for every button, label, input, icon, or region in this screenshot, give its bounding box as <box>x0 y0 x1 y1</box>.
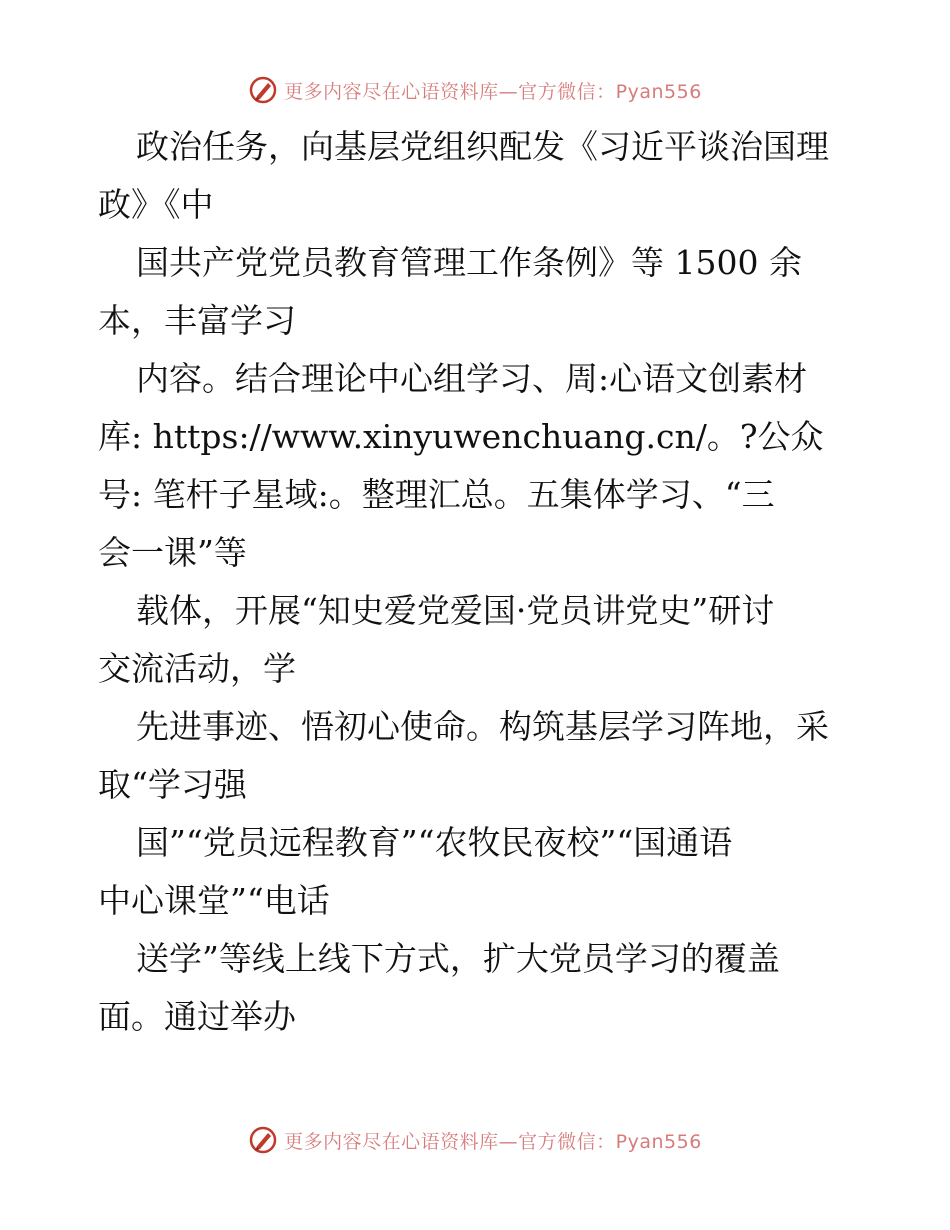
text-line: 国”“党员远程教育”“农牧民夜校”“国通语 <box>136 823 733 862</box>
pen-logo-icon <box>248 1125 278 1155</box>
header-banner-text: 更多内容尽在心语资料库—官方微信：Pyan556 <box>284 80 702 103</box>
text-line: 内容。结合理论中心组学习、周:心语文创素材 <box>136 359 808 398</box>
text-line: 政》《中 <box>98 185 214 224</box>
footer-banner <box>0 1120 950 1160</box>
text-line: 号: 笔杆子星域:。整理汇总。五集体学习、“三 <box>98 475 775 514</box>
text-line: 库: https://www.xinyuwenchuang.cn/。?公众 <box>98 417 824 456</box>
text-line: 先进事迹、悟初心使命。构筑基层学习阵地，采 <box>136 707 829 746</box>
pen-logo-icon <box>248 75 278 105</box>
document-body <box>98 118 888 1046</box>
text-line: 载体，开展“知史爱党爱国·党员讲党史”研讨 <box>136 591 775 630</box>
text-line: 交流活动，学 <box>98 649 296 688</box>
footer-banner-text: 更多内容尽在心语资料库—官方微信：Pyan556 <box>284 1130 702 1153</box>
text-line: 会一课”等 <box>98 533 247 572</box>
text-line: 国共产党党员教育管理工作条例》等 1500 余 <box>136 243 802 282</box>
text-line: 中心课堂”“电话 <box>98 881 330 920</box>
text-line: 面。通过举办 <box>98 997 296 1036</box>
text-line: 本，丰富学习 <box>98 301 296 340</box>
header-banner <box>0 70 950 110</box>
text-line: 取“学习强 <box>98 765 247 804</box>
text-line: 政治任务，向基层党组织配发《习近平谈治国理 <box>136 127 829 166</box>
text-line: 送学”等线上线下方式，扩大党员学习的覆盖 <box>136 939 780 978</box>
